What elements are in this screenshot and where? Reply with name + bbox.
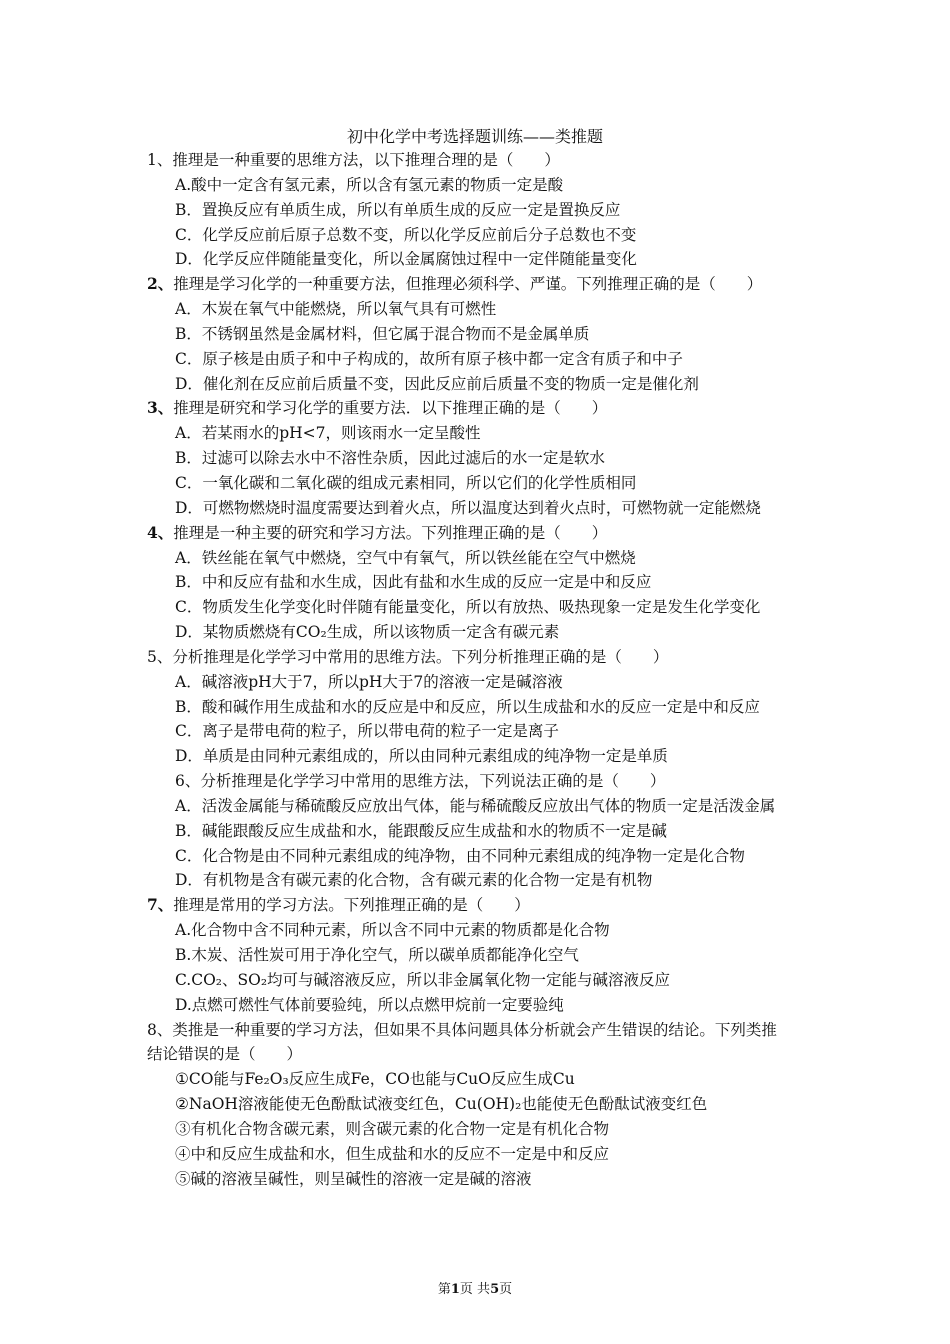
question-4-option-d: D．某物质燃烧有CO₂生成，所以该物质一定含有碳元素 bbox=[175, 623, 560, 642]
question-number: 6、 bbox=[175, 772, 201, 791]
question-1-stem: 1、推理是一种重要的思维方法，以下推理合理的是（ ） bbox=[147, 151, 560, 169]
question-7-option-c: C.CO₂、SO₂均可与碱溶液反应，所以非金属氧化物一定能与碱溶液反应 bbox=[175, 970, 671, 989]
question-4-option-c: C．物质发生化学变化时伴随有能量变化，所以有放热、吸热现象一定是发生化学变化 bbox=[175, 598, 761, 617]
question-8-statement-4: ④中和反应生成盐和水，但生成盐和水的反应不一定是中和反应 bbox=[175, 1144, 610, 1163]
question-2-option-c: C．原子核是由质子和中子构成的，故所有原子核中都一定含有质子和中子 bbox=[175, 349, 683, 368]
question-number: 4、 bbox=[147, 522, 174, 542]
question-7-option-a: A.化合物中含不同种元素，所以含不同中元素的物质都是化合物 bbox=[175, 921, 610, 940]
question-8-statement-5: ⑤碱的溶液呈碱性，则呈碱性的溶液一定是碱的溶液 bbox=[175, 1169, 532, 1188]
question-8-statement-3: ③有机化合物含碳元素，则含碳元素的化合物一定是有机化合物 bbox=[175, 1119, 610, 1138]
total-page-count: 5 bbox=[490, 1282, 500, 1297]
question-2-stem: 2、推理是学习化学的一种重要方法，但推理必须科学、严谨。下列推理正确的是（ ） bbox=[147, 274, 763, 294]
question-5-option-c: C．离子是带电荷的粒子，所以带电荷的粒子一定是离子 bbox=[175, 722, 559, 741]
question-8-stem-continued: 结论错误的是（ ） bbox=[147, 1045, 303, 1064]
question-5-option-b: B．酸和碱作用生成盐和水的反应是中和反应，所以生成盐和水的反应一定是中和反应 bbox=[175, 697, 760, 716]
question-2-option-d: D．催化剂在反应前后质量不变，因此反应前后质量不变的物质一定是催化剂 bbox=[175, 374, 699, 393]
question-3-option-c: C．一氧化碳和二氧化碳的组成元素相同，所以它们的化学性质相同 bbox=[175, 473, 637, 492]
question-3-option-b: B．过滤可以除去水中不溶性杂质，因此过滤后的水一定是软水 bbox=[175, 449, 605, 468]
question-4-option-a: A．铁丝能在氧气中燃烧，空气中有氧气，所以铁丝能在空气中燃烧 bbox=[175, 548, 636, 567]
question-number: 7、 bbox=[147, 895, 174, 915]
question-8-stem: 8、类推是一种重要的学习方法，但如果不具体问题具体分析就会产生错误的结论。下列类推 bbox=[147, 1020, 777, 1039]
question-list bbox=[147, 148, 817, 1191]
page-title: 初中化学中考选择题训练——类推题 bbox=[346, 127, 603, 146]
question-2-option-b: B．不锈钢虽然是金属材料，但它属于混合物而不是金属单质 bbox=[175, 324, 590, 343]
question-number: 1、 bbox=[147, 151, 173, 169]
question-1-option-a: A.酸中一定含有氢元素，所以含有氢元素的物质一定是酸 bbox=[175, 175, 564, 194]
current-page-number: 1 bbox=[450, 1282, 460, 1297]
question-8-statement-2: ②NaOH溶液能使无色酚酞试液变红色，Cu(OH)₂也能使无色酚酞试液变红色 bbox=[175, 1095, 708, 1114]
question-5-option-d: D．单质是由同种元素组成的，所以由同种元素组成的纯净物一定是单质 bbox=[175, 747, 668, 766]
question-6-stem: 6、分析推理是化学学习中常用的思维方法，下列说法正确的是（ ） bbox=[175, 772, 666, 791]
question-4-stem: 4、推理是一种主要的研究和学习方法。下列推理正确的是（ ） bbox=[147, 522, 608, 542]
question-7-option-d: D.点燃可燃性气体前要验纯，所以点燃甲烷前一定要验纯 bbox=[175, 995, 564, 1014]
question-6-option-c: C．化合物是由不同种元素组成的纯净物，由不同种元素组成的纯净物一定是化合物 bbox=[175, 846, 745, 865]
question-8-statement-1: ①CO能与Fe₂O₃反应生成Fe，CO也能与CuO反应生成Cu bbox=[175, 1070, 575, 1089]
question-1-option-d: D．化学反应伴随能量变化，所以金属腐蚀过程中一定伴随能量变化 bbox=[175, 250, 637, 269]
question-3-option-d: D．可燃物燃烧时温度需要达到着火点，所以温度达到着火点时，可燃物就一定能燃烧 bbox=[175, 498, 761, 517]
question-6-option-d: D．有机物是含有碳元素的化合物，含有碳元素的化合物一定是有机物 bbox=[175, 871, 653, 890]
question-5-option-a: A．碱溶液pH大于7，所以pH大于7的溶液一定是碱溶液 bbox=[175, 672, 563, 691]
question-2-option-a: A．木炭在氧气中能燃烧，所以氧气具有可燃性 bbox=[175, 300, 497, 319]
question-3-stem: 3、推理是研究和学习化学的重要方法．以下推理正确的是（ ） bbox=[147, 398, 608, 418]
question-number: 5、 bbox=[147, 647, 173, 666]
question-number: 8、 bbox=[147, 1020, 173, 1039]
question-1-option-b: B．置换反应有单质生成，所以有单质生成的反应一定是置换反应 bbox=[175, 200, 621, 219]
question-7-option-b: B.木炭、活性炭可用于净化空气，所以碳单质都能净化空气 bbox=[175, 946, 579, 964]
page-footer: 第1页 共5页 bbox=[437, 1282, 513, 1297]
question-3-option-a: A．若某雨水的pH<7，则该雨水一定呈酸性 bbox=[175, 424, 481, 443]
question-number: 3、 bbox=[147, 398, 174, 418]
question-6-option-a: A．活泼金属能与稀硫酸反应放出气体，能与稀硫酸反应放出气体的物质一定是活泼金属 bbox=[175, 796, 776, 815]
question-7-stem: 7、推理是常用的学习方法。下列推理正确的是（ ） bbox=[147, 895, 530, 915]
question-4-option-b: B．中和反应有盐和水生成，因此有盐和水生成的反应一定是中和反应 bbox=[175, 573, 652, 592]
question-6-option-b: B．碱能跟酸反应生成盐和水，能跟酸反应生成盐和水的物质不一定是碱 bbox=[175, 821, 667, 840]
question-5-stem: 5、分析推理是化学学习中常用的思维方法。下列分析推理正确的是（ ） bbox=[147, 647, 669, 666]
question-number: 2、 bbox=[147, 274, 174, 294]
question-1-option-c: C．化学反应前后原子总数不变，所以化学反应前后分子总数也不变 bbox=[175, 225, 637, 244]
